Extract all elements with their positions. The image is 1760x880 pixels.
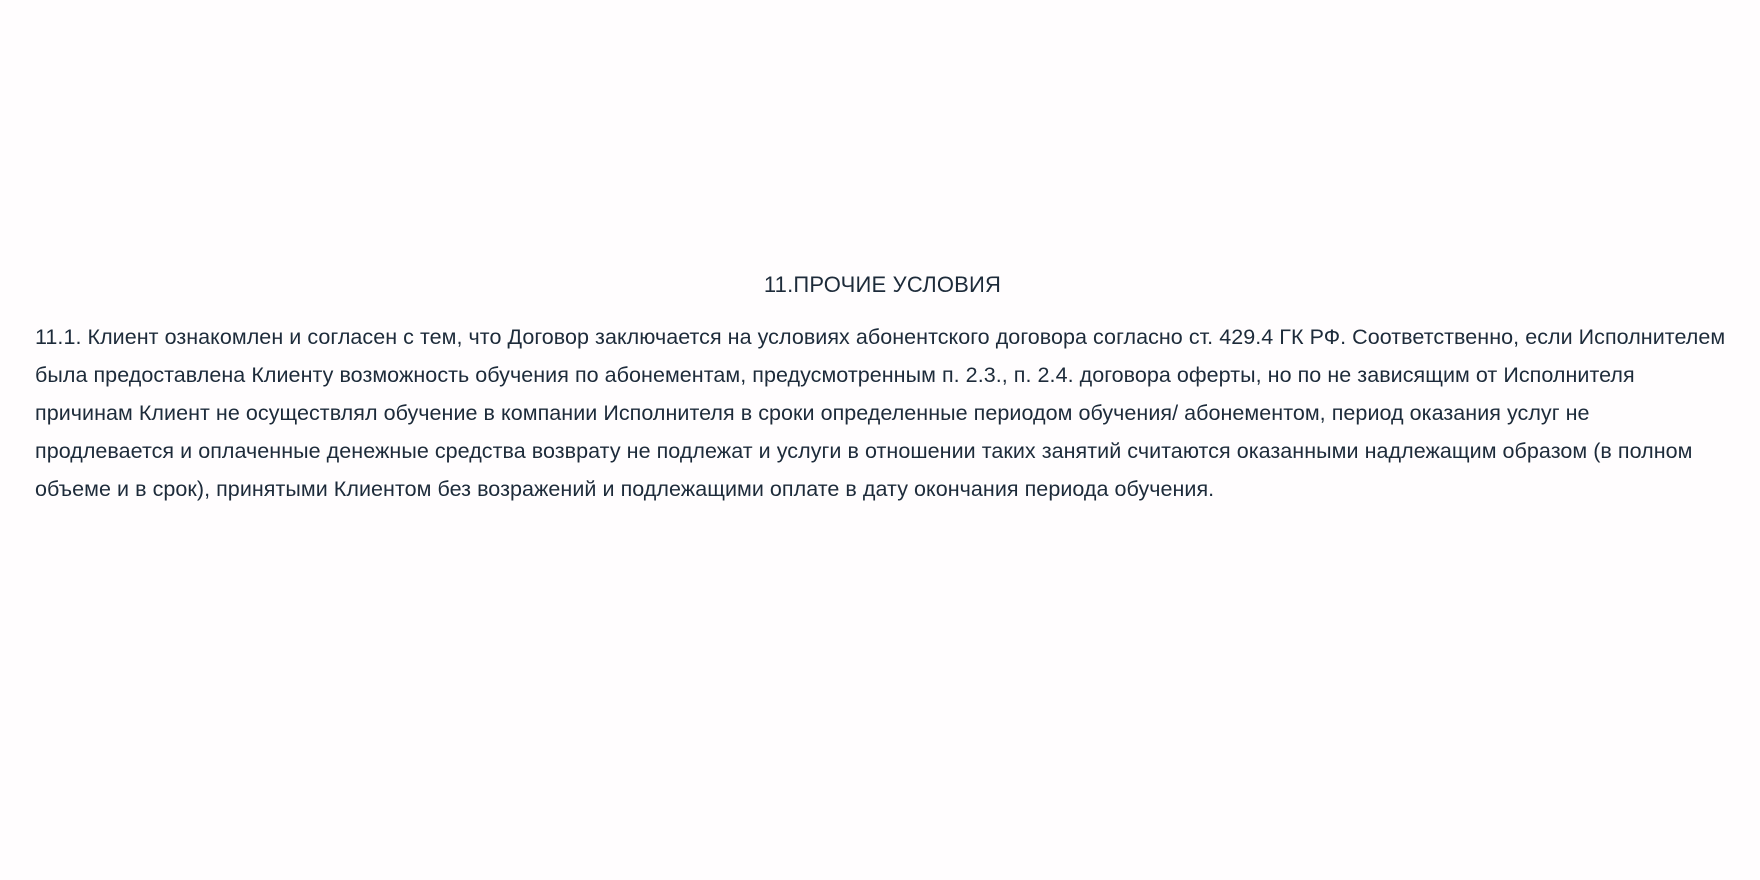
section-paragraph-11-1: 11.1. Клиент ознакомлен и согласен с тем, что Договор заключается на условиях абонентского договора согласно ст. 429.4 ГК РФ. Соответственно, если Исполнителем была предоставлена Клиенту возможность обучения по абонементам, предусмотренным п. 2.3., п. 2.4. договора оферты, но по не зависящим от Исполнителя причинам Клиент не осуществлял обучение в компании Исполнителя в сроки определенные периодом обучения/ абонементом, период оказания услуг не продлевается и оплаченные денежные средства возврату не подлежат и услуги в отношении таких занятий считаются оказанными надлежащим образом (в полном объеме и в срок), принятыми Клиентом без возражений и подлежащими оплате в дату окончания периода обучения. <box>35 325 1726 501</box>
document-section <box>35 270 1730 508</box>
section-title: 11.ПРОЧИЕ УСЛОВИЯ <box>763 272 1002 297</box>
